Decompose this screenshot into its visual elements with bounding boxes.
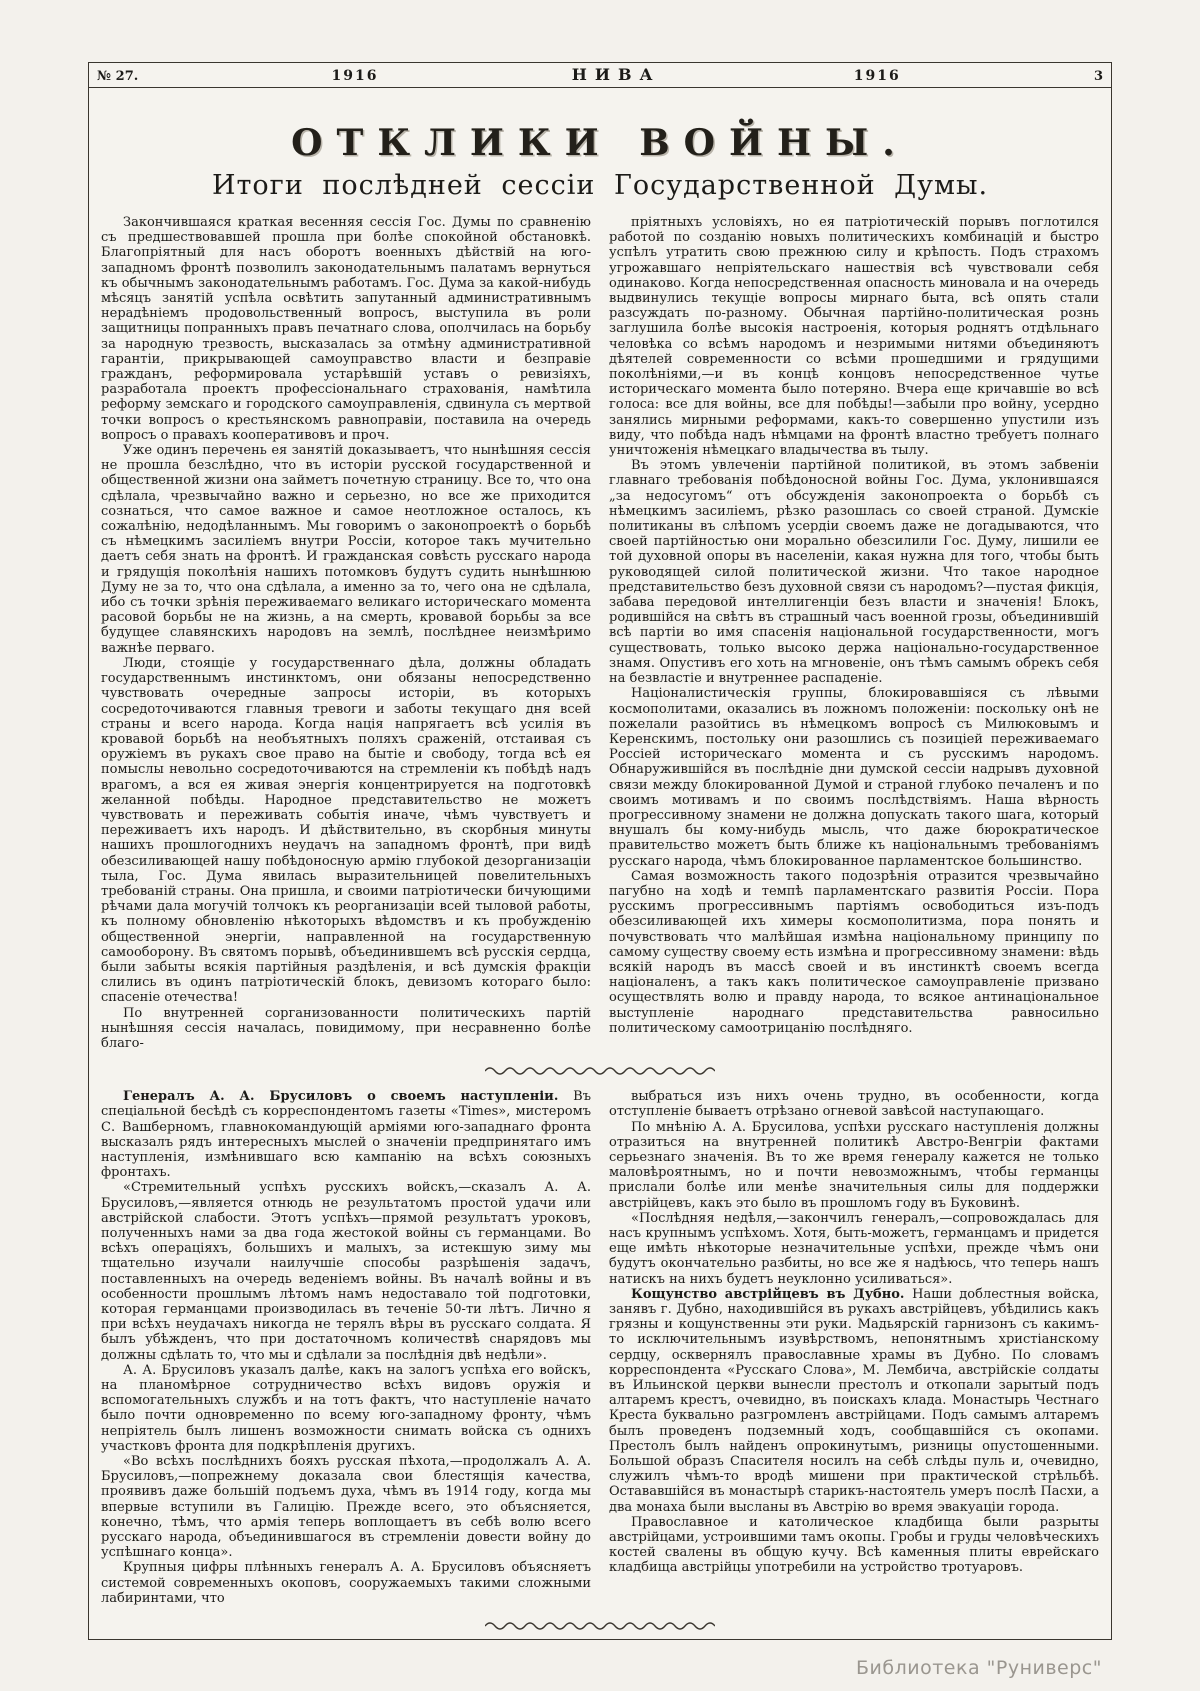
paragraph [609,1120,1099,1211]
article2-right-column [609,1089,1099,1606]
paragraph: Закончившаяся краткая весенняя сессія Гос. Думы по сравненію съ предшествовавшей прошла при болѣе спокойной обстановкѣ. Благопріятный для насъ оборотъ военныхъ дѣйствій на юго-западномъ фронтѣ позволилъ законодательнымъ палатамъ вернуться къ обычнымъ законодательнымъ работамъ. Гос. Дума за какой-нибудь мѣсяцъ занятій успѣла освѣтить запутанный административнымъ нерадѣніемъ продовольственный вопросъ, выступила въ роли защитницы попранныхъ правъ печатнаго слова, ополчилась на борьбу за народную трезвость, высказалась за отмѣну административной гарантіи, прикрывающей самоуправство власти и безправіе гражданъ, реформировала устарѣвшій уставъ о ревизіяхъ, разработала проектъ профессіональнаго страхованія, намѣтила реформу земскаго и городского самоуправленія, сдвинула съ мертвой точки вопросъ о крестьянскомъ равноправіи, поставила на очередь вопросъ о правахъ кооперативовъ и проч. [101,215,591,443]
year-right: 1916 [853,68,901,84]
page-number: 3 [1093,69,1103,84]
article1-columns [101,215,1099,1051]
squiggle-divider-icon [485,1065,715,1077]
paragraph-text: По мнѣнію А. А. Брусилова, успѣхи русскаго наступленія должны отразиться на внутренней политикѣ Австро-Венгріи фактами серьезнаго значенія. Въ то же время генералу кажется не только маловѣроятнымъ, но и почти невозможнымъ, чтобы германцы прислали болѣе или менѣе значительныя силы для поддержки австрійцевъ, какъ это было въ прошломъ году въ Буковинѣ. [609,1119,1099,1211]
paragraph: Націоналистическія группы, блокировавшіяся съ лѣвыми космополитами, оказались въ ложномъ положеніи: поскольку онѣ не пожелали разойтись въ нѣмецкомъ вопросѣ съ Милюковымъ и Керенскимъ, постольку они разошлись съ позиціей переживаемаго Россіей историческаго момента и съ русскимъ народомъ. Обнаружившійся въ послѣдніе дни думской сессіи надрывъ духовной связи между блокированной Думой и страной глубоко печаленъ и по своимъ мотивамъ и по своимъ послѣдствіямъ. Наша вѣрность прогрессивному знамени не должна допускать такого шага, который внушалъ бы кому-нибудь мысль, что даже бюрократическое правительство можетъ быть ближе къ національнымъ требованіямъ русскаго народа, чѣмъ блокированное парламентское большинство. [609,686,1099,869]
squiggle-divider-icon [485,1620,715,1632]
paragraph: По внутренней сорганизованности политическихъ партій нынѣшняя сессія началась, повидимому, при несравненно болѣе благо- [101,1005,591,1051]
article2-columns [101,1089,1099,1606]
paragraph [101,1180,591,1362]
page-content [89,122,1111,1632]
paragraph [609,1211,1099,1287]
article-subtitle: Итоги послѣдней сессіи Государственной Думы. [211,170,989,201]
masthead-title: НИВА [571,65,661,84]
year-left: 1916 [331,68,379,84]
paragraph: Въ этомъ увлеченіи партійной политикой, въ этомъ забвеніи главнаго требованія побѣдоносной войны Гос. Дума, уклонившаяся „за недосугомъ“ отъ обсужденія законопроекта о борьбѣ съ нѣмецкимъ засиліемъ, рѣзко разошлась со своей страной. Думскіе политиканы въ слѣпомъ усердіи своемъ даже не догадываются, что своей партійностью они морально обезсилили Гос. Думу, лишили ее той духовной опоры въ населеніи, какая нужна для того, чтобы быть руководящей силой политической жизни. Что такое народное представительство безъ духовной связи съ народомъ?—пустая фикція, забава передовой интеллигенціи безъ власти и значенія! Блокъ, родившійся на свѣтъ въ страшный часъ военной грозы, объединившій всѣ партіи во имя спасенія національной государственности, могъ существовать, только высоко держа національно-государственное знамя. Опустивъ его хоть на мгновеніе, онъ тѣмъ самымъ обрекъ себя на безвластіе и внутреннее распаденіе. [609,458,1099,687]
paragraph [101,1363,591,1454]
paragraph [609,1089,1099,1119]
paragraph-lead: Генералъ А. А. Брусиловъ о своемъ наступленіи. [123,1089,574,1105]
issue-number: № 27. [97,69,139,84]
paragraph [101,1089,591,1180]
paragraph [101,1454,591,1560]
paragraph-text: «Послѣдняя недѣля,—закончилъ генералъ,—сопровождалась для насъ крупнымъ успѣхомъ. Хотя, быть-можетъ, германцамъ и придется еще имѣть нѣкоторые незначительные успѣхи, прежде чѣмъ они будутъ окончательно разбиты, но все же я надѣюсь, что теперь нашъ натискъ на нихъ будетъ неуклонно усиливаться». [609,1210,1099,1287]
paragraph-text: «Стремительный успѣхъ русскихъ войскъ,—сказалъ А. А. Брусиловъ,—является отнюдь не результатомъ простой удачи или австрійской слабости. Этотъ успѣхъ—прямой результатъ уроковъ, полученныхъ нами за два года жестокой войны съ германцами. Во всѣхъ операціяхъ, большихъ и малыхъ, за истекшую зиму мы тщательно изучали наилучшіе способы разрѣшенія задачъ, поставленныхъ на очередь веденіемъ войны. Въ началѣ войны и въ особенности прошлымъ лѣтомъ намъ недоставало той подготовки, которая германцами производилась въ теченіе 50-ти лѣтъ. Лично я при всѣхъ неудачахъ никогда не терялъ вѣры въ русскаго солдата. Я былъ убѣжденъ, что при достаточномъ количествѣ снарядовъ мы должны сдѣлать то, что мы и сдѣлали за послѣднія двѣ недѣли». [101,1180,591,1363]
bottom-divider [101,1620,1099,1632]
paragraph-text: выбраться изъ нихъ очень трудно, въ особенности, когда отступленіе бываетъ отрѣзано огневой завѣсой наступающаго. [609,1089,1099,1120]
article1-right-column [609,215,1099,1051]
paragraph: Самая возможность такого подозрѣнія отразится чрезвычайно пагубно на ходѣ и темпѣ парламентскаго развитія Россіи. Пора русскимъ прогрессивнымъ партіямъ освободиться изъ-подъ обезсиливающей ихъ химеры космополитизма, пора понять и почувствовать что малѣйшая измѣна національному принципу по самому существу своему есть измѣна и прогрессивному знамени: вѣдь всякій народъ въ массѣ своей и въ инстинктѣ своемъ всегда націоналенъ, а такъ какъ политическое самоуправленіе призвано осуществлять волю и правду народа, то всякое антинаціональное выступленіе народнаго представительства равносильно политическому самоотрицанію послѣдняго. [609,868,1099,1036]
paragraph-text: Наши доблестныя войска, занявъ г. Дубно, находившійся въ рукахъ австрійцевъ, убѣдились какъ грязны и кощунственны эти руки. Мадьярскій гарнизонъ съ какимъ-то исключительнымъ изувѣрствомъ, непонятнымъ христіанскому сердцу, осквернялъ православные храмы въ Дубно. По словамъ корреспондента «Русскаго Слова», М. Лембича, австрійскіе солдаты въ Ильинской церкви вынесли престолъ и откопали зарытый подъ алтаремъ крестъ, очевидно, въ поискахъ клада. Монастырь Честнаго Креста буквально разгромленъ австрійцами. Подъ самымъ алтаремъ былъ проведенъ подземный ходъ, сообщавшійся съ окопами. Престолъ былъ найденъ опрокинутымъ, ризницы опустошенными. Большой образъ Спасителя носилъ на себѣ слѣды пуль и, очевидно, служилъ чѣмъ-то вродѣ мишени при практической стрѣльбѣ. Остававшійся въ монастырѣ старикъ-настоятель умеръ послѣ Пасхи, а два монаха были высланы въ Австрію во время эвакуаціи города. [609,1286,1099,1515]
page-header [89,63,1111,88]
paragraph [609,1515,1099,1576]
article1-left-column [101,215,591,1051]
article-title: ОТКЛИКИ ВОЙНЫ. [291,122,909,164]
paragraph-lead: Кощунство австрійцевъ въ Дубно. [631,1286,913,1302]
paragraph-text: Въ спеціальной бесѣдѣ съ корреспондентомъ газеты «Times», мистеромъ С. Вашберномъ, главнокомандующій арміями юго-западнаго фронта высказалъ рядъ интересныхъ мыслей о значеніи предпринятаго имъ наступленія, измѣнившаго всю кампанію на всѣхъ союзныхъ фронтахъ. [101,1089,591,1181]
newspaper-page-frame [88,62,1112,1640]
article2-left-column [101,1089,591,1606]
paragraph: пріятныхъ условіяхъ, но ея патріотическій порывъ поглотился работой по созданію новыхъ политическихъ комбинацій и быстро успѣлъ утратить свою прежнюю силу и крѣпость. Подъ страхомъ угрожавшаго непріятельскаго нашествія всѣ чувствовали себя одинаково. Когда непосредственная опасность миновала и на очередь выдвинулись текущіе вопросы мирнаго быта, всѣ опять стали разсуждать по-разному. Обычная партійно-политическая рознь заглушила болѣе высокія настроенія, которыя роднятъ отдѣльнаго человѣка со всѣмъ народомъ и незримыми нитями объединяютъ дѣятелей современности со всѣми прошедшими и грядущими поколѣніями,—и въ концѣ концовъ непосредственное чутье историческаго момента было потеряно. Вчера еще кричавшіе во всѣ голоса: все для войны, все для побѣды!—забыли про войну, усердно занялись мирными реформами, какъ-то совершенно упустили изъ виду, что побѣда надъ нѣмцами на фронтѣ властно требуетъ полнаго уничтоженія нѣмецкаго владычества въ тылу. [609,215,1099,459]
paragraph [101,1560,591,1606]
paragraph: Уже одинъ перечень ея занятій доказываетъ, что нынѣшняя сессія не прошла безслѣдно, что въ исторіи русской государственной и общественной жизни она займетъ почетную страницу. Все то, что она сдѣлала, чрезвычайно важно и серьезно, но все же приходится сознаться, что самое важное и самое неотложное осталось, къ сожалѣнію, недодѣланнымъ. Мы говоримъ о законопроектѣ о борьбѣ съ нѣмецкимъ засиліемъ внутри Россіи, которое такъ мучительно даетъ себя знать на фронтѣ. И гражданская совѣсть русскаго народа и грядущія поколѣнія нашихъ потомковъ будутъ судить нынѣшнюю Думу не за то, что она сдѣлала, а именно за то, чего она не сдѣлала, ибо съ точки зрѣнія переживаемаго великаго историческаго момента расовой борьбы не на жизнь, а на смерть, кровавой борьбы за все будущее славянскихъ народовъ на землѣ, послѣднее неизмѣримо важнѣе перваго. [101,443,591,656]
paragraph: Люди, стоящіе у государственнаго дѣла, должны обладать государственнымъ инстинктомъ, они обязаны непосредственно чувствовать очередные запросы исторіи, въ которыхъ сосредоточиваются главныя тревоги и заботы текущаго дня всей страны и всего народа. Когда нація напрягаетъ всѣ усилія въ кровавой борьбѣ на необъятныхъ поляхъ сраженій, отстаивая съ оружіемъ въ рукахъ свое право на бытіе и свободу, тогда всѣ ея помыслы невольно сосредоточиваются на стремленіи къ побѣдѣ надъ врагомъ, а вся ея живая энергія концентрируется на подготовкѣ желанной побѣды. Народное представительство не можетъ чувствовать и переживать событія иначе, чѣмъ чувствуетъ и переживаетъ ихъ народъ. И дѣйствительно, въ скорбныя минуты нашихъ прошлогоднихъ неудачъ на западномъ фронтѣ, при видѣ обезсиливающей нашу побѣдоносную армію глубокой дезорганизаціи тыла, Гос. Дума явилась выразительницей повелительныхъ требованій страны. Она пришла, и своими патріотически бичующими рѣчами дала могучій толчокъ къ реорганизаціи всей тыловой работы, къ полному обновленію нѣкоторыхъ вѣдомствъ и къ пробужденію общественной энергіи, направленной на государственную самооборону. Въ святомъ порывѣ, объединившемъ всѣ русскія сердца, были забыты всякія партійныя раздѣленія, и всѣ думскія фракціи слились въ одинъ патріотическій блокъ, девизомъ котораго было: спасеніе отечества! [101,655,591,1006]
section-divider [101,1065,1099,1077]
paragraph-text: Православное и католическое кладбища были разрыты австрійцами, устроившими тамъ окопы. Гробы и груды человѣческихъ костей свалены въ общую кучу. Всѣ каменныя плиты еврейскаго кладбища австрійцы употребили на устройство тротуаровъ. [609,1514,1099,1576]
library-watermark: Библиотека "Руниверс" [856,1657,1102,1679]
paragraph [609,1287,1099,1515]
paragraph-text: «Во всѣхъ послѣднихъ бояхъ русская пѣхота,—продолжалъ А. А. Брусиловъ,—попрежнему доказала свои блестящія качества, проявивъ даже большій подъемъ духа, чѣмъ въ 1914 году, когда мы впервые вступили въ Галицію. Прежде всего, это объясняется, конечно, тѣмъ, что армія теперь воплощаетъ въ себѣ волю всего русскаго народа, объединившагося въ стремленіи довести войну до успѣшнаго конца». [101,1454,591,1561]
paragraph-text: Крупныя цифры плѣнныхъ генералъ А. А. Брусиловъ объясняетъ системой современныхъ окоповъ, сооружаемыхъ такими сложными лабиринтами, что [101,1560,591,1606]
paragraph-text: А. А. Брусиловъ указалъ далѣе, какъ на залогъ успѣха его войскъ, на планомѣрное сотрудничество всѣхъ видовъ оружія и вспомогательныхъ службъ и на тотъ фактъ, что наступленіе начато было почти одновременно по всему юго-западному фронту, чѣмъ непріятель былъ лишенъ возможности снимать войска съ однихъ участковъ фронта для подкрѣпленія другихъ. [101,1362,591,1454]
